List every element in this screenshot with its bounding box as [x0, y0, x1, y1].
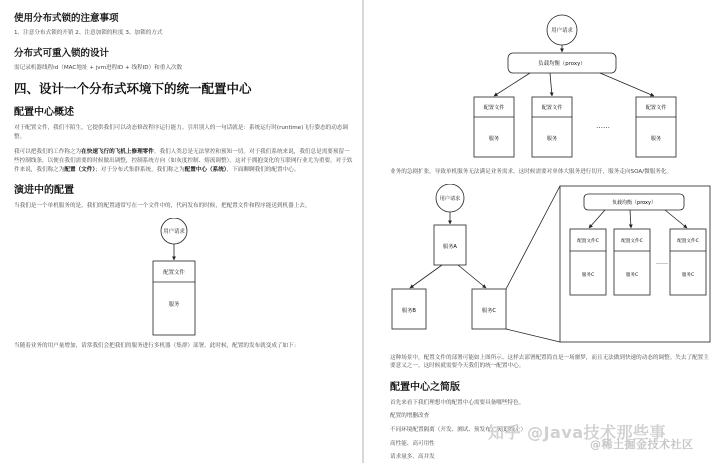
- zhihu-watermark: 知乎 @Java技术那些事: [488, 423, 667, 442]
- d3-service-b-label: 服务B: [402, 307, 416, 314]
- d2-arrow-3: [600, 73, 654, 96]
- paragraph-overview-2: [14, 148, 354, 174]
- cluster-diagram: [390, 0, 712, 160]
- d3-zoom-line-bottom: [506, 329, 560, 342]
- d2-server-2-service: 服务: [546, 136, 558, 142]
- feature-item-performance: 高性能、高可用性: [390, 440, 435, 447]
- feature-item-concurrency: 请求量多、高并发: [390, 454, 435, 461]
- paragraph-simple-intro: 首先来看下我们理想中的配置中心需要具备哪些特色。: [390, 399, 525, 406]
- d3-node-2-service: 服务C: [625, 272, 639, 278]
- paragraph-overview-1: 对于配置文件，我们不陌生，它提供我们可以动态修改程序运行能力。引用别人的一句话就是：系统运行时(runtime)飞行姿态的动态调整。: [14, 125, 349, 140]
- service-label: 服务: [168, 301, 180, 308]
- d3-node-3-config: 配置文件C: [677, 238, 699, 244]
- heading-evolving-config: 演进中的配置: [14, 185, 74, 197]
- juejin-watermark: @稀土掘金技术社区: [590, 438, 694, 451]
- right-page: [362, 0, 720, 463]
- overview-2-part-c: 。我们人类总是无法掌控和预知一切。对于我们系统来说，我们总是需要预留一些控制线条，以便在我们需要的时候做出调整，控制系统方向（如灰度控制、熔流调整）。这对于拥抱变化的互联网行业尤为重要。对于软件来说，我们称之为: [14, 149, 353, 173]
- microservice-diagram: [390, 184, 712, 344]
- d3-user-request-label: 用户请求: [439, 195, 461, 202]
- d2-server-3-service: 服务: [650, 136, 662, 142]
- d3-arrow-c: [458, 265, 486, 288]
- d3-service-c-label: 服务C: [482, 307, 496, 314]
- d2-server-1-service: 服务: [488, 136, 500, 142]
- d2-arrow-1: [494, 73, 530, 96]
- d2-arrow-2: [550, 73, 552, 96]
- feature-item-crud: 配置的增删改查: [390, 413, 430, 420]
- d3-service-a-label: 服务A: [443, 243, 457, 250]
- heading-lock-notes: 使用分布式锁的注意事项: [14, 13, 119, 24]
- overview-2-emphasis-2: 配置（文件）: [64, 166, 96, 173]
- d3-node-2-config: 配置文件C: [621, 238, 643, 244]
- d3-node-1-config: 配置文件C: [577, 238, 599, 244]
- single-machine-diagram: [14, 218, 354, 338]
- d3-load-balancer-label: 负载均衡（proxy）: [612, 199, 656, 206]
- config-file-label: 配置文件: [163, 269, 185, 276]
- overview-2-emphasis-3: 配置中心（系统）: [184, 166, 227, 173]
- overview-2-emphasis-1: 在快速飞行的飞机上修理零件: [81, 149, 154, 156]
- heading-config-overview: 配置中心概述: [14, 107, 74, 119]
- d3-ellipsis: ……: [656, 258, 668, 266]
- paragraph-reentrant-lock: 需记录机器线程id（MAC地址 + jvm进程ID + 线程ID）和重入次数: [14, 64, 183, 71]
- d3-zoom-line-top: [506, 186, 560, 289]
- d2-load-balancer-label: 负载均衡（proxy）: [538, 61, 586, 67]
- user-request-label: 用户请求: [163, 228, 185, 235]
- heading-simple-version: 配置中心之简版: [390, 381, 460, 393]
- paragraph-nightmare: 这种场景中，配置文件的部署可能如上图所示。这样去部署配置简直是一场噩梦，而且无法做到快速的动态的调整。失去了配置主要意义之一。这时候就需要今天我们的统一配置中心。: [390, 354, 709, 370]
- d3-arrow-b: [410, 265, 442, 288]
- paragraph-cluster-deploy: 当随着业务的用户量增加，请常我们会把我们的服务进行多机器（集群）部署。此时候，配置的发布就变成了如下：: [14, 342, 300, 349]
- d2-ellipsis: ……: [596, 122, 610, 130]
- d3-node-1-service: 服务C: [581, 272, 595, 278]
- d2-user-request-label: 用户请求: [551, 28, 573, 34]
- overview-2-part-g: ，下面聊聊我们的配置中心。: [226, 166, 300, 173]
- d2-server-3-config: 配置文件: [645, 105, 667, 111]
- d3-node-3-service: 服务C: [681, 272, 695, 278]
- d2-server-1-config: 配置文件: [483, 105, 505, 111]
- overview-2-part-a: 我可以把我们的工作称之为: [14, 149, 82, 156]
- paragraph-evolving-config: 当我们是一个单机服务的是，我们的配置通常写在一个文件中的，代码发布的时候，把配置文件和程序能送到机器上去。: [14, 203, 311, 210]
- heading-section-4: 四、设计一个分布式环境下的统一配置中心: [14, 81, 252, 97]
- paragraph-soa: 业务的急剧扩张，导致单机服务无法满足业务需求。这时候需要对单体大服务进行切开，服务走向SOA/微服务化。: [390, 169, 673, 175]
- overview-2-part-e: ；对于分布式集群系统，我们称之为: [95, 166, 185, 173]
- heading-reentrant-lock: 分布式可重入锁的设计: [14, 47, 110, 59]
- d2-server-2-config: 配置文件: [541, 105, 563, 111]
- paragraph-lock-notes: 1、注意分布式锁的开销 2、注意加锁的粒度 3、加锁的方式: [14, 30, 163, 36]
- feature-item-env-isolation: 不同环境配置隔离（开发、测试、预发布、灰度/线上）: [390, 426, 527, 433]
